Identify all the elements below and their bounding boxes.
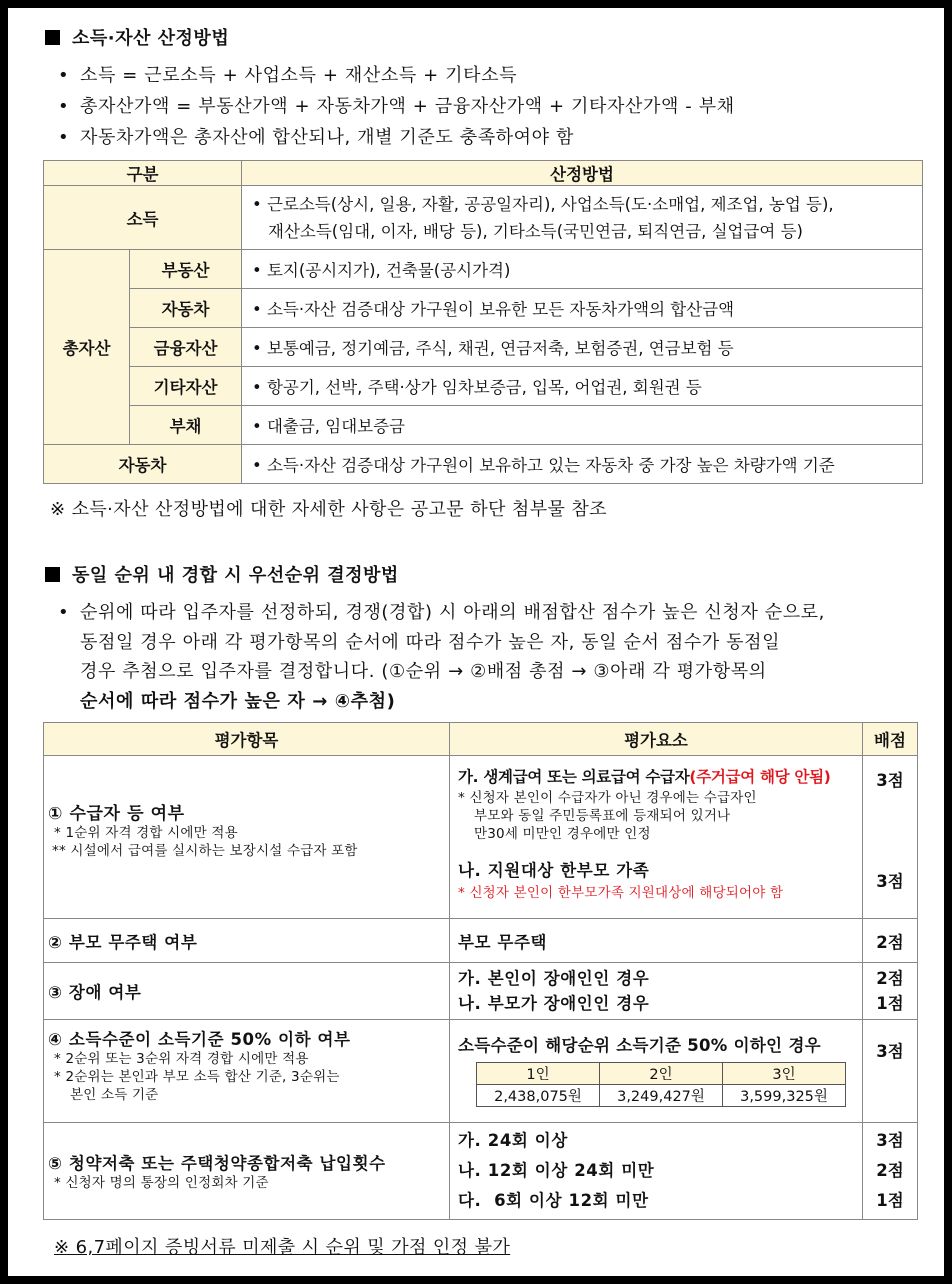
priority-table — [43, 722, 918, 1220]
score: 1점 — [876, 1191, 904, 1210]
element-title: 가. 생계급여 또는 의료급여 수급자 — [458, 768, 690, 786]
bullet-item: • 소득 = 근로소득 + 사업소득 + 재산소득 + 기타소득 — [58, 65, 518, 86]
cell-text: • 보통예금, 정기예금, 주식, 채권, 연금저축, 보험증권, 연금보험 등 — [242, 328, 923, 367]
table-header: 평가항목 — [44, 723, 450, 756]
eval-item-3: ③ 장애 여부 — [44, 963, 450, 1020]
element-note: 만30세 미만인 경우에만 인정 — [474, 826, 651, 842]
document-page — [8, 8, 944, 1276]
para-line: 순서에 따라 점수가 높은 자 → ④추첨) — [80, 690, 396, 712]
eval-element-2: 부모 무주택 — [450, 919, 863, 963]
para-line-text: 경우 추첨으로 입주자를 결정합니다. (①순위 → ②배점 총점 → ③아래 각 평가항목의 — [80, 661, 767, 682]
element-red-note: (주거급여 해당 안됨) — [689, 768, 831, 786]
item-title: ⑤ 청약저축 또는 주택청약종합저축 납입횟수 — [48, 1154, 386, 1173]
table-header: 구분 — [44, 161, 242, 186]
element-line: 나. 부모가 장애인인 경우 — [458, 994, 650, 1013]
eval-element-1 — [450, 756, 863, 919]
income-amount: 3,599,325원 — [723, 1085, 846, 1107]
cell-text: • 항공기, 선박, 주택·상가 임차보증금, 입목, 어업권, 회원권 등 — [242, 367, 923, 406]
para-line: 순위에 따라 입주자를 선정하되, 경쟁(경합) 시 아래의 배점합산 점수가 높은 신청자 순으로, — [80, 602, 825, 623]
row-label: 기타자산 — [130, 367, 242, 406]
section1-title-text: 소득·자산 산정방법 — [72, 28, 230, 49]
row-label: 자동차 — [44, 445, 242, 484]
household-size: 3인 — [723, 1063, 846, 1085]
score: 3점 — [876, 1131, 904, 1150]
cell-text: • 근로소득(상시, 일용, 자활, 공공일자리), 사업소득(도·소매업, 제조업, 농업 등), — [252, 194, 834, 214]
bullet-item: • 자동차가액은 총자산에 합산되나, 개별 기준도 충족하여야 함 — [58, 127, 574, 148]
section2-title — [45, 561, 399, 587]
table-header: 평가요소 — [450, 723, 863, 756]
bullet-text: 자동차가액은 총자산에 합산되나, 개별 기준도 충족하여야 함 — [80, 127, 574, 148]
section2-paragraph: • 순위에 따라 입주자를 선정하되, 경쟁(경합) 시 아래의 배점합산 점수가 높은 신청자 순으로, 동점일 경우 아래 각 평가항목의 순서에 따라 점수가 높은 자, 동일 순서 점수가 동점일 경우 추첨으로 입주자를 결정합니다. (①순위 → ②배점 총점 → ③아래 각 평가항목의 순서에 따라 점수가 높은 자 → ④추첨) — [58, 598, 825, 716]
item-title: ① 수급자 등 여부 — [48, 803, 185, 824]
element-note: 부모와 동일 주민등록표에 등재되어 있거나 — [474, 808, 731, 824]
cell-text: • 소득·자산 검증대상 가구원이 보유하고 있는 자동차 중 가장 높은 차량가액 기준 — [242, 445, 923, 484]
item-note: ** 시설에서 급여를 실시하는 보장시설 수급자 포함 — [52, 842, 358, 859]
bullet-text: 소득 = 근로소득 + 사업소득 + 재산소득 + 기타소득 — [80, 65, 518, 86]
cell-text: • 토지(공시지가), 건축물(공시가격) — [242, 250, 923, 289]
item-title: ④ 소득수준이 소득기준 50% 이하 여부 — [48, 1030, 351, 1049]
square-bullet-icon — [45, 30, 60, 45]
eval-element-4 — [450, 1020, 863, 1123]
para-line: 동점일 경우 아래 각 평가항목의 순서에 따라 점수가 높은 자, 동일 순서 점수가 동점일 — [80, 631, 781, 653]
element-line: 다. 6회 이상 12회 미만 — [458, 1191, 649, 1210]
row-label: 금융자산 — [130, 328, 242, 367]
cell-text: • 대출금, 임대보증금 — [242, 406, 923, 445]
score-cell — [863, 963, 918, 1020]
eval-element-5 — [450, 1123, 863, 1220]
table-header: 산정방법 — [242, 161, 923, 186]
score-cell — [863, 1020, 918, 1123]
section1-note: ※ 소득·자산 산정방법에 대한 자세한 사항은 공고문 하단 첨부물 참조 — [50, 499, 607, 520]
income-amount: 2,438,075원 — [477, 1085, 600, 1107]
score-cell — [863, 1123, 918, 1220]
household-size: 1인 — [477, 1063, 600, 1085]
score: 2점 — [863, 919, 918, 963]
item-note: * 1순위 자격 경합 시에만 적용 — [54, 824, 238, 841]
eval-item-4 — [44, 1020, 450, 1123]
score: 2점 — [876, 969, 904, 988]
cell-text: 재산소득(임대, 이자, 배당 등), 기타소득(국민연금, 퇴직연금, 실업급여 등) — [268, 221, 803, 241]
income-amount: 3,249,427원 — [600, 1085, 723, 1107]
element-line: 가. 24회 이상 — [458, 1131, 568, 1150]
score: 3점 — [876, 771, 904, 790]
bullet-text: 총자산가액 = 부동산가액 + 자동차가액 + 금융자산가액 + 기타자산가액 - 부채 — [80, 96, 735, 117]
income-method-cell — [242, 186, 923, 250]
item-note: * 2순위 또는 3순위 자격 경합 시에만 적용 — [54, 1051, 309, 1067]
footer-note: ※ 6,7페이지 증빙서류 미제출 시 순위 및 가점 인정 불가 — [54, 1237, 511, 1258]
eval-item-1 — [44, 756, 450, 919]
item-note: * 2순위는 본인과 부모 소득 합산 기준, 3순위는 — [54, 1069, 340, 1085]
item-note: 본인 소득 기준 — [70, 1087, 159, 1103]
income-threshold-table — [476, 1062, 846, 1107]
row-label: 부채 — [130, 406, 242, 445]
element-title: 나. 지원대상 한부모 가족 — [458, 861, 650, 880]
bullet-item: • 총자산가액 = 부동산가액 + 자동차가액 + 금융자산가액 + 기타자산가액 - 부채 — [58, 96, 735, 117]
eval-item-2: ② 부모 무주택 여부 — [44, 919, 450, 963]
cell-text: • 소득·자산 검증대상 가구원이 보유한 모든 자동차가액의 합산금액 — [242, 289, 923, 328]
element-red-note: * 신청자 본인이 한부모가족 지원대상에 해당되어야 함 — [458, 885, 784, 901]
section1-title — [45, 24, 229, 50]
table-header: 배점 — [863, 723, 918, 756]
item-note: * 신청자 명의 통장의 인정회차 기준 — [54, 1175, 269, 1191]
household-size: 2인 — [600, 1063, 723, 1085]
row-label: 총자산 — [44, 250, 130, 445]
score-cell — [863, 756, 918, 919]
square-bullet-icon — [45, 567, 60, 582]
score: 3점 — [876, 1042, 904, 1061]
row-label: 부동산 — [130, 250, 242, 289]
element-line: 나. 12회 이상 24회 미만 — [458, 1161, 655, 1180]
element-title: 소득수준이 해당순위 소득기준 50% 이하인 경우 — [458, 1036, 821, 1055]
element-note: * 신청자 본인이 수급자가 아닌 경우에는 수급자인 — [458, 790, 757, 806]
element-line: 가. 본인이 장애인인 경우 — [458, 969, 650, 988]
score: 2점 — [876, 1161, 904, 1180]
score: 1점 — [876, 994, 904, 1013]
para-line — [58, 657, 825, 687]
income-asset-table — [43, 160, 923, 484]
section2-title-text: 동일 순위 내 경합 시 우선순위 결정방법 — [72, 565, 399, 586]
score: 3점 — [876, 872, 904, 891]
row-label: 자동차 — [130, 289, 242, 328]
eval-element-3 — [450, 963, 863, 1020]
row-label: 소득 — [44, 186, 242, 250]
eval-item-5 — [44, 1123, 450, 1220]
